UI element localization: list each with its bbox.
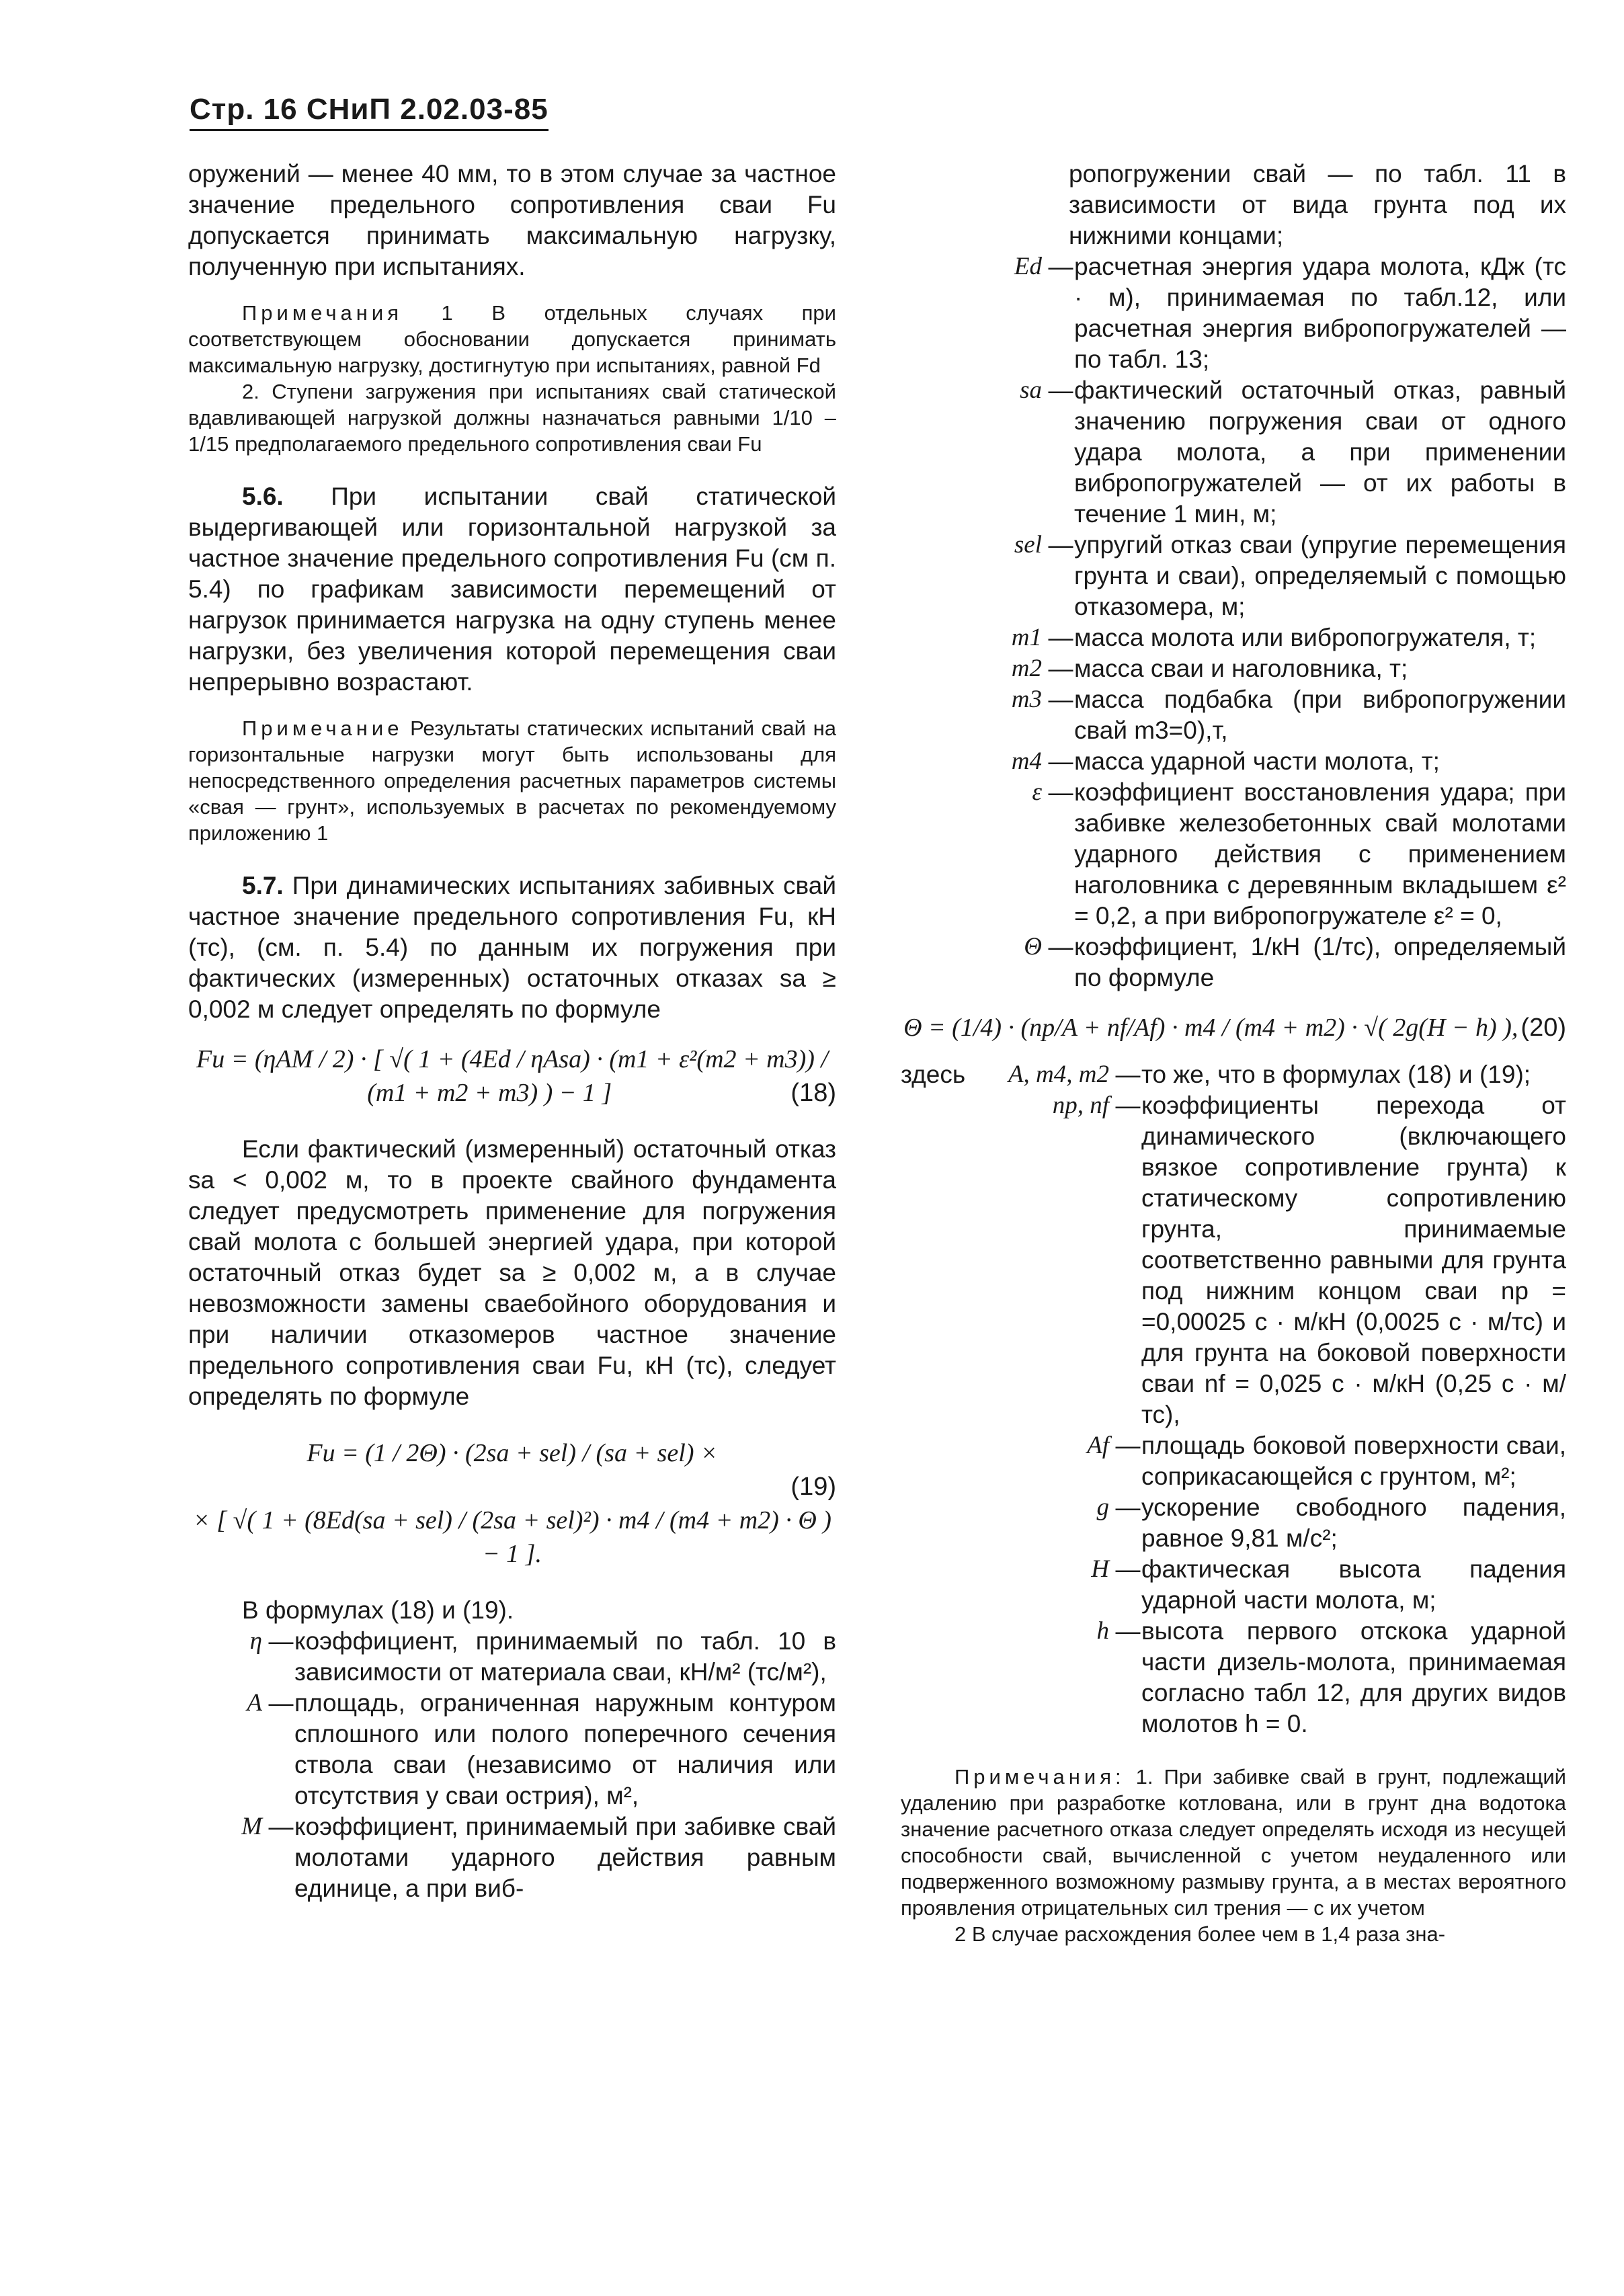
formula-18-expression: Fu = (ηAM / 2) · [ √( 1 + (4Ed / ηAsa) · (m1 + ε²(m2 + m3)) / (m1 + m2 + m3) ) − 1 ] [196, 1045, 828, 1107]
definition-symbol: H [1091, 1555, 1109, 1583]
definition-symbol: m2 [1011, 655, 1042, 682]
definition-text: площадь, ограниченная наружным контуром сплошного или полого поперечного сечения ствола сваи (независимо от наличия или отсутствия у сваи острия), м², [294, 1689, 836, 1809]
definition-row: np, nf — коэффициенты перехода от динамического (включающего вязкое сопротивление грунта) к статическому сопротивлению грунта, принимаемые соответственно равными для грунта под нижним концом сваи np = =0,00025 с · м/кН (0,0025 с · м/тс) и для грунта на боковой поверхности сваи nf = 0,025 с · м/кН (0,25 с · м/тс), [901, 1090, 1566, 1430]
right-definitions-2 [901, 1059, 1566, 1739]
definition-text: фактическая высота падения ударной части молота, м; [1141, 1555, 1566, 1614]
right-note-1: 1. При забивке свай в грунт, подлежащий удалению при разработке котлована, или в грунт дна водотока значение расчетного отказа следует определять исходя из несущей способности свай, вычисленной с учетом неудаленного или подверженного возможному размыву грунта, а в местах вероятного проявления отрицательных сил трения — с их учетом [901, 1765, 1566, 1920]
definition-row: m1 — масса молота или вибропогружателя, т; [901, 622, 1566, 653]
definition-symbol: h [1096, 1617, 1109, 1645]
definition-text: масса подбабка (при вибропогружении свай m3=0),т, [1074, 686, 1566, 744]
note-single-block [188, 715, 836, 846]
formula-18-number: (18) [790, 1079, 836, 1107]
formula-20-number: (20) [1520, 1014, 1566, 1042]
definition-row: Af — площадь боковой поверхности сваи, соприкасающейся с грунтом, м²; [901, 1430, 1566, 1492]
definition-row: здесь A, m4, m2 — то же, что в формулах (18) и (19); [901, 1059, 1566, 1090]
formula-20-expression: Θ = (1/4) · (np/A + nf/Af) · m4 / (m4 + m2) · √( 2g(H − h) ), [903, 1014, 1518, 1042]
definition-text: масса сваи и наголовника, т; [1074, 655, 1408, 682]
definition-symbol: sel [1014, 531, 1042, 559]
definition-symbol: A [247, 1689, 262, 1717]
here-label: здесь [901, 1061, 966, 1088]
definition-text: площадь боковой поверхности сваи, соприкасающейся с грунтом, м²; [1141, 1432, 1566, 1490]
section-5-6 [188, 481, 836, 698]
formula-19-line-2: × [ √( 1 + (8Ed(sa + sel) / (2sa + sel)²) · m4 / (m4 + m2) · Θ ) − 1 ]. [193, 1506, 831, 1568]
continuation-text: ропогружении свай — по табл. 11 в зависимости от вида грунта под их нижними концами; [1069, 160, 1566, 249]
definition-text: масса ударной части молота, т; [1074, 747, 1440, 775]
definition-row: ε — коэффициент восстановления удара; при забивке железобетонных свай молотами ударного действия с применением наголовника с деревянным вкладышем ε² = 0,2, а при вибропогружателе ε² = 0, [901, 777, 1566, 932]
definition-row: m2 — масса сваи и наголовника, т; [901, 653, 1566, 684]
right-note-2: 2 В случае расхождения более чем в 1,4 раза зна- [955, 1922, 1446, 1946]
definition-symbol: m4 [1011, 747, 1042, 775]
right-notes-label: Примечания: [955, 1765, 1125, 1789]
definition-text: ускорение свободного падения, равное 9,81 м/с²; [1141, 1493, 1566, 1552]
definition-text: коэффициент восстановления удара; при забивке железобетонных свай молотами ударного действия с применением наголовника с деревянным вкладышем ε² = 0,2, а при вибропогружателе ε² = 0, [1074, 778, 1566, 930]
definition-symbol: np, nf [1052, 1092, 1109, 1119]
definition-symbol: M [241, 1813, 262, 1840]
definition-symbol: Θ [1024, 933, 1042, 960]
definition-row: Ed — расчетная энергия удара молота, кДж (тс · м), принимаемая по табл.12, или расчетная энергия вибропогружателей — по табл. 13; [901, 251, 1566, 375]
notes-label: Примечания [242, 301, 403, 325]
section-5-6-number: 5.6. [242, 483, 284, 510]
formula-20 [901, 1011, 1566, 1044]
definition-text: коэффициент, 1/кН (1/тс), определяемый по формуле [1074, 933, 1566, 991]
definition-row: Θ — коэффициент, 1/кН (1/тс), определяемый по формуле [901, 932, 1566, 993]
definition-symbol: Ed [1014, 253, 1042, 280]
if-paragraph: Если фактический (измеренный) остаточный отказ sa < 0,002 м, то в проекте свайного фундамента следует предусмотреть применение для погружения свай молота с большей энергией удара, при которой остаточный отказ будет sa ≥ 0,002 м, а в случае невозможности замены сваебойного оборудования и при наличии отказомеров частное значение предельного сопротивления сваи Fu, кН (тс), следует определять по формуле [188, 1135, 836, 1410]
definition-symbol: sa [1020, 376, 1042, 404]
definition-row: m4 — масса ударной части молота, т; [901, 746, 1566, 777]
left-definitions [188, 1626, 836, 1904]
definition-text: коэффициент, принимаемый при забивке свай молотами ударного действия равным единице, а при виб- [294, 1813, 836, 1902]
section-5-6-text: При испытании свай статической выдергивающей или горизонтальной нагрузкой за частное значение предельного сопротивления Fu (см п. 5.4) по графикам зависимости перемещений от нагрузок принимается нагрузка на одну ступень менее нагрузки, без увеличения которой перемещения сваи непрерывно возрастают. [188, 483, 837, 696]
right-notes-block [901, 1764, 1566, 1921]
section-5-7-number: 5.7. [242, 872, 284, 899]
section-5-7-text: При динамических испытаниях забивных свай частное значение предельного сопротивления Fu, кН (тс), (см. п. 5.4) по данным их погружения при фактических (измеренных) остаточных отказах sa ≥ 0,002 м следует определять по формуле [188, 872, 837, 1023]
definition-text: фактический остаточный отказ, равный значению погружения сваи от одного удара молота, а при применении вибропогружателей — от их работы в течение 1 мин, м; [1074, 376, 1566, 528]
definition-row: sa — фактический остаточный отказ, равный значению погружения сваи от одного удара молота, а при применении вибропогружателей — от их работы в течение 1 мин, м; [901, 375, 1566, 530]
definition-text: коэффициенты перехода от динамического (включающего вязкое сопротивление грунта) к статическому сопротивлению грунта, принимаемые соответственно равными для грунта под нижним концом сваи np = =0,00025 с · м/кН (0,0025 с · м/тс) и для грунта на боковой поверхности сваи nf = 0,025 с · м/кН (0,25 с · м/тс), [1141, 1092, 1566, 1428]
note-single: Результаты статических испытаний свай на горизонтальные нагрузки могут быть использованы для непосредственного определения расчетных параметров системы «свая — грунт», используемых в расчетах по рекомендуемому приложению 1 [188, 716, 836, 845]
intro-paragraph: оружений — менее 40 мм, то в этом случае за частное значение предельного сопротивления сваи Fu допускается принимать максимальную нагрузку, полученную при испытаниях. [188, 160, 836, 280]
definition-row: η — коэффициент, принимаемый по табл. 10 в зависимости от материала сваи, кН/м² (тс/м²), [188, 1626, 836, 1688]
formula-19-line-1: Fu = (1 / 2Θ) · (2sa + sel) / (sa + sel) × [307, 1439, 718, 1467]
definition-text: масса молота или вибропогружателя, т; [1074, 624, 1537, 651]
in-formulas-label: В формулах (18) и (19). [242, 1596, 514, 1624]
formula-19-number: (19) [790, 1473, 836, 1501]
definition-text: расчетная энергия удара молота, кДж (тс · м), принимаемая по табл.12, или расчетная энергия вибропогружателей — по табл. 13; [1074, 253, 1566, 373]
definition-row: g — ускорение свободного падения, равное 9,81 м/с²; [901, 1492, 1566, 1554]
definition-symbol: Af [1087, 1432, 1109, 1459]
page-header: Стр. 16 СНиП 2.02.03-85 [190, 93, 549, 131]
formula-18 [188, 1042, 836, 1110]
definition-symbol: m3 [1011, 686, 1042, 713]
definition-symbol: A, m4, m2 [1008, 1061, 1109, 1088]
right-definitions [901, 251, 1566, 993]
definition-row: H — фактическая высота падения ударной части молота, м; [901, 1554, 1566, 1616]
note-label: Примечание [242, 716, 403, 740]
note-2: 2. Ступени загружения при испытаниях свай статической вдавливающей нагрузкой должны назначаться равными 1/10 – 1/15 предполагаемого предельного сопротивления сваи Fu [188, 380, 836, 456]
definition-row: sel — упругий отказ сваи (упругие перемещения грунта и сваи), определяемый с помощью отказомера, м; [901, 530, 1566, 622]
definition-text: коэффициент, принимаемый по табл. 10 в зависимости от материала сваи, кН/м² (тс/м²), [294, 1627, 836, 1686]
note-1: 1 В отдельных случаях при соответствующем обосновании допускается принимать максимальную нагрузку, достигнутую при испытаниях, равной Fd [188, 301, 836, 377]
definition-text: высота первого отскока ударной части дизель-молота, принимаемая согласно табл 12, для других видов молотов h = 0. [1141, 1617, 1566, 1737]
definition-symbol: ε [1032, 778, 1042, 806]
definition-row: A — площадь, ограниченная наружным контуром сплошного или полого поперечного сечения ствола сваи (независимо от наличия или отсутствия у сваи острия), м², [188, 1688, 836, 1811]
notes-block [188, 300, 836, 378]
definition-symbol: m1 [1011, 624, 1042, 651]
definition-row: M — коэффициент, принимаемый при забивке свай молотами ударного действия равным единице, а при виб- [188, 1811, 836, 1904]
definition-text: упругий отказ сваи (упругие перемещения грунта и сваи), определяемый с помощью отказомера, м; [1074, 531, 1566, 620]
definition-symbol: g [1096, 1493, 1109, 1521]
formula-19 [188, 1436, 836, 1571]
right-column [901, 159, 1566, 1947]
section-5-7 [188, 870, 836, 1025]
left-column [188, 159, 836, 1904]
definition-symbol: η [249, 1627, 262, 1655]
definition-row: h — высота первого отскока ударной части дизель-молота, принимаемая согласно табл 12, для других видов молотов h = 0. [901, 1616, 1566, 1739]
definition-row: m3 — масса подбабка (при вибропогружении свай m3=0),т, [901, 684, 1566, 746]
definition-text: то же, что в формулах (18) и (19); [1141, 1061, 1531, 1088]
